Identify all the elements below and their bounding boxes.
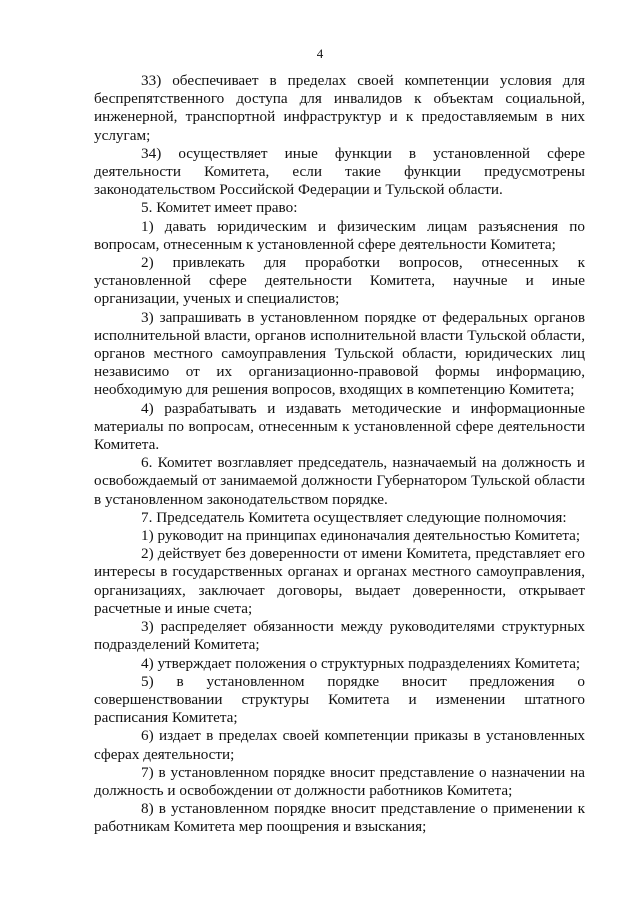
paragraph-section-7: 7. Председатель Комитета осуществляет следующие полномочия: (141, 508, 567, 526)
paragraph-power-2: 2) действует без доверенности от имени Комитета, представляет его интересы в государственных органах и органах местного самоуправления, организациях, заключает договоры, выдает доверенности, открывает расчетные и иные счета; (94, 545, 585, 617)
paragraph-right-3: 3) запрашивать в установленном порядке от федеральных органов исполнительной власти, органов исполнительной власти Тульской области, органов местного самоуправления Тульской области, юридических лиц независимо от их организационно-правовой формы информацию, необходимую для решения вопросов, входящих в компетенцию Комитета; (94, 308, 585, 399)
paragraph-power-4: 4) утверждает положения о структурных подразделениях Комитета; (141, 654, 581, 672)
paragraph-item-33: 33) обеспечивает в пределах своей компетенции условия для беспрепятственного доступа для инвалидов к объектам социальной, инженерной, транспортной инфраструктур и к предоставляемым в них услугам; (94, 72, 585, 144)
paragraph-section-6: 6. Комитет возглавляет председатель, назначаемый на должность и освобождаемый от занимаемой должности Губернатором Тульской области в установленном законодательством порядке. (94, 454, 585, 508)
paragraph-right-2: 2) привлекать для проработки вопросов, отнесенных к установленной сфере деятельности Комитета, научные и иные организации, ученых и специалистов; (94, 254, 585, 308)
page-number: 4 (316, 46, 324, 61)
paragraph-power-7: 7) в установленном порядке вносит представление о назначении на должность и освобождении от должности работников Комитета; (94, 763, 585, 799)
paragraph-power-5: 5) в установленном порядке вносит предложения о совершенствовании структуры Комитета и изменении штатного расписания Комитета; (94, 672, 585, 727)
paragraph-section-5: 5. Комитет имеет право: (141, 199, 298, 217)
paragraph-power-8: 8) в установленном порядке вносит представление о применении к работникам Комитета мер поощрения и взыскания; (94, 800, 585, 836)
paragraph-right-4: 4) разрабатывать и издавать методические и информационные материалы по вопросам, отнесенным к установленной сфере деятельности Комитета. (94, 399, 585, 454)
paragraph-power-1: 1) руководит на принципах единоначалия деятельностью Комитета; (141, 527, 581, 545)
paragraph-item-34: 34) осуществляет иные функции в установленной сфере деятельности Комитета, если такие функции предусмотрены законодательством Российской Федерации и Тульской области. (94, 144, 585, 199)
paragraph-right-1: 1) давать юридическим и физическим лицам разъяснения по вопросам, отнесенным к установленной сфере деятельности Комитета; (94, 217, 585, 253)
paragraph-power-6: 6) издает в пределах своей компетенции приказы в установленных сферах деятельности; (94, 727, 585, 763)
paragraph-power-3: 3) распределяет обязанности между руководителями структурных подразделений Комитета; (94, 618, 585, 654)
document-body (94, 72, 585, 837)
